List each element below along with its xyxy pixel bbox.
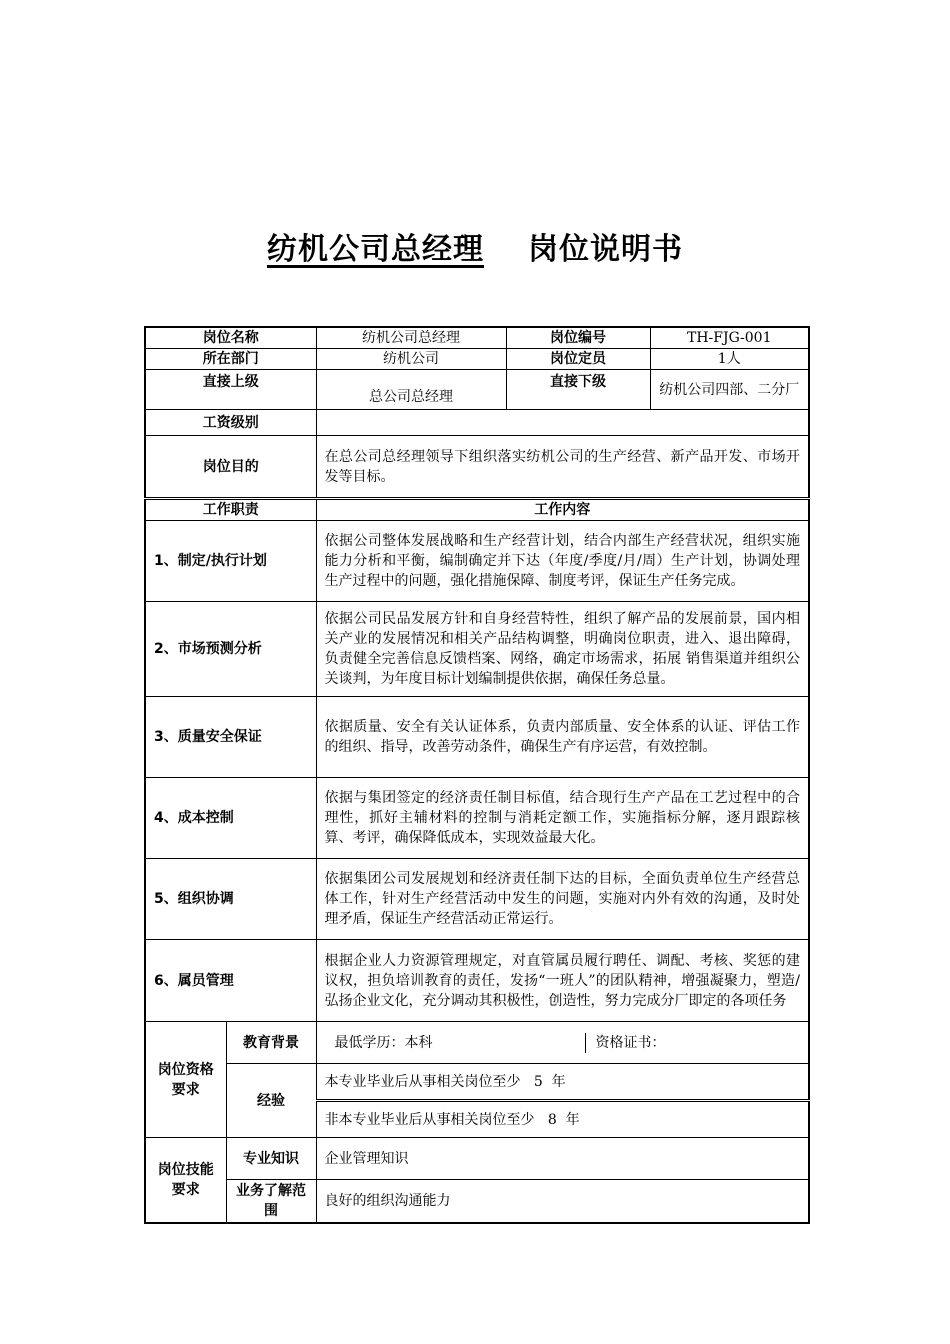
row-purpose: [145, 436, 809, 499]
duty-label: 6、属员管理: [145, 940, 316, 1022]
row-business: [145, 1180, 809, 1223]
duty-content: 根据企业人力资源管理规定，对直管属员履行聘任、调配、考核、奖惩的建议权，担负培训教育的责任，发扬“一班人”的团队精神，增强凝聚力，塑造/弘扬企业文化，充分调动其积极性，创造性，努力完成分厂即定的各项任务: [316, 940, 809, 1022]
duties-header-label: 工作职责: [145, 499, 316, 521]
duty-content: 依据与集团签定的经济责任制目标值，结合现行生产产品在工艺过程中的合理性，抓好主辅材料的控制与消耗定额工作，实施指标分解，逐月跟踪核算、考评，确保降低成本，实现效益最大化。: [316, 778, 809, 859]
job-description-table: [144, 326, 810, 1224]
row-duties-header: [145, 499, 809, 521]
duty-content: 依据集团公司发展规划和经济责任制下达的目标，全面负责单位生产经营总体工作，针对生产经营活动中发生的问题，实施对内外有效的沟通，及时处理矛盾，保证生产经营活动正常运行。: [316, 859, 809, 940]
duty-content: 依据质量、安全有关认证体系，负责内部质量、安全体系的认证、评估工作的组织、指导，改善劳动条件，确保生产有序运营，有效控制。: [316, 697, 809, 778]
duty-row: [145, 859, 809, 940]
position-code-label: 岗位编号: [506, 327, 650, 349]
salary-value: [316, 410, 809, 436]
business-value: 良好的组织沟通能力: [316, 1180, 809, 1223]
duty-label: 3、质量安全保证: [145, 697, 316, 778]
row-department: [145, 349, 809, 370]
experience-1: 本专业毕业后从事相关岗位至少 5 年: [316, 1064, 809, 1101]
superior-value: 总公司总经理: [316, 370, 506, 410]
subordinate-value: 纺机公司四部、二分厂: [650, 370, 809, 410]
duty-label: 4、成本控制: [145, 778, 316, 859]
position-code-value: TH-FJG-001: [650, 327, 809, 349]
row-position-name: [145, 327, 809, 349]
knowledge-label: 专业知识: [226, 1138, 316, 1180]
education-subtable: [325, 1033, 801, 1053]
duty-row: [145, 521, 809, 602]
education-label: 教育背景: [226, 1022, 316, 1064]
quota-label: 岗位定员: [506, 349, 650, 370]
row-superior: [145, 370, 809, 410]
row-education: [145, 1022, 809, 1064]
row-knowledge: [145, 1138, 809, 1180]
quota-value: 1人: [650, 349, 809, 370]
skills-label: 岗位技能要求: [145, 1138, 226, 1223]
business-label: 业务了解范围: [226, 1180, 316, 1223]
department-value: 纺机公司: [316, 349, 506, 370]
duties-header-content: 工作内容: [316, 499, 809, 521]
purpose-value: 在总公司总经理领导下组织落实纺机公司的生产经营、新产品开发、市场开发等目标。: [316, 436, 809, 499]
duty-row: [145, 940, 809, 1022]
row-experience-1: [145, 1064, 809, 1101]
experience-2: 非本专业毕业后从事相关岗位至少 8 年: [316, 1101, 809, 1138]
duty-label: 1、制定/执行计划: [145, 521, 316, 602]
title-doc-type: 岗位说明书: [528, 232, 683, 267]
duty-label: 2、市场预测分析: [145, 602, 316, 697]
qualification-label: 岗位资格要求: [145, 1022, 226, 1138]
duty-label: 5、组织协调: [145, 859, 316, 940]
duty-content: 依据公司民品发展方针和自身经营特性，组织了解产品的发展前景，国内相关产业的发展情况和相关产品结构调整，明确岗位职责，进入、退出障碍，负责健全完善信息反馈档案、网络，确定市场需求，拓展 销售渠道并组织公关谈判，为年度目标计划编制提供依据，确保任务总量。: [316, 602, 809, 697]
subordinate-label: 直接下级: [506, 370, 650, 410]
department-label: 所在部门: [145, 349, 316, 370]
duty-row: [145, 697, 809, 778]
position-name-label: 岗位名称: [145, 327, 316, 349]
certificate-value: 资格证书：: [595, 1034, 666, 1051]
title-position: 纺机公司总经理: [267, 232, 484, 267]
salary-label: 工资级别: [145, 410, 316, 436]
document-title: [0, 224, 950, 268]
row-salary: [145, 410, 809, 436]
knowledge-value: 企业管理知识: [316, 1138, 809, 1180]
duty-row: [145, 602, 809, 697]
duty-content: 依据公司整体发展战略和生产经营计划，结合内部生产经营状况，组织实施能力分析和平衡，编制确定并下达（年度/季度/月/周）生产计划，协调处理生产过程中的问题，强化措施保障、制度考评，保证生产任务完成。: [316, 521, 809, 602]
purpose-label: 岗位目的: [145, 436, 316, 499]
experience-label: 经验: [226, 1064, 316, 1138]
superior-label: 直接上级: [145, 370, 316, 410]
duty-row: [145, 778, 809, 859]
education-value: 最低学历：本科: [325, 1033, 586, 1053]
education-cell: [316, 1022, 809, 1064]
position-name-value: 纺机公司总经理: [316, 327, 506, 349]
